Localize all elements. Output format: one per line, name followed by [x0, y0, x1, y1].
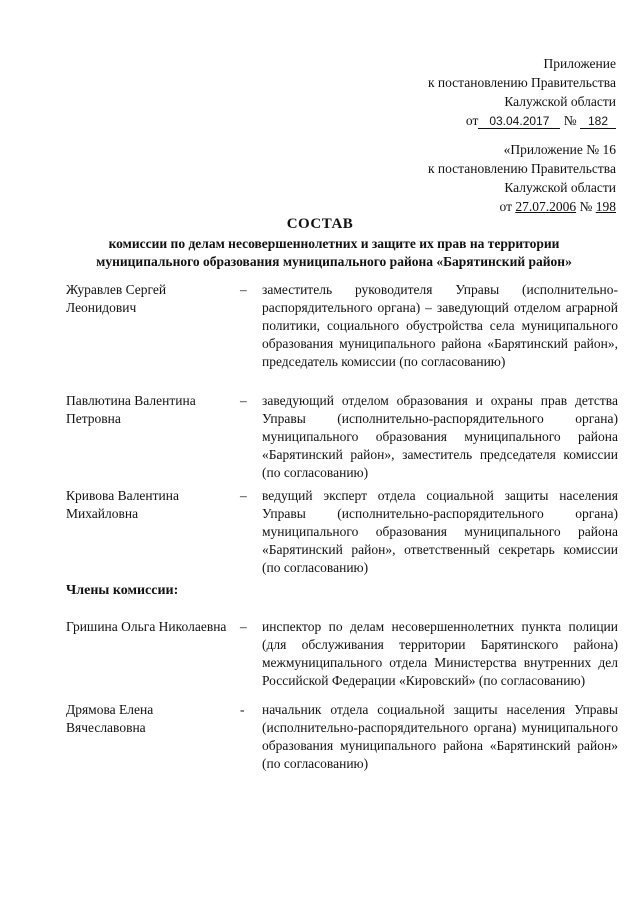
prior-date-value: 27.07.2006: [515, 199, 577, 214]
page-subtitle: комиссии по делам несовершеннолетних и защите их прав на территории муниципального образования муниципального района «Барятинский район»: [96, 236, 572, 269]
prior-appendix-date-line: [428, 197, 616, 216]
person-position: заместитель руководителя Управы (исполнительно-распорядительного органа) – заведующий отделом аграрной политики, социального обустройства села муниципального образования муниципального района «Барятинский район», председатель комиссии (по согласованию): [262, 282, 618, 369]
person-name: Кривова Валентина Михайловна: [66, 488, 179, 521]
appendix-header: [428, 54, 616, 130]
person-position: инспектор по делам несовершеннолетних пункта полиции (для обслуживания территории Барятинского района) межмуниципального отдела Министерства внутренних дел Российской Федерации «Кировский» (по согласованию): [262, 619, 618, 688]
prior-number-prefix: №: [579, 199, 593, 214]
dash: -: [240, 702, 245, 717]
person-name: Павлютина Валентина Петровна: [66, 393, 196, 426]
prior-date-prefix: от: [499, 199, 512, 214]
number-field: 182: [580, 114, 616, 129]
appendix-line-1: Приложение: [543, 56, 616, 71]
person-name: Дрямова Елена Вячеславовна: [66, 702, 154, 735]
number-prefix: №: [563, 113, 577, 128]
dash: –: [240, 619, 247, 634]
dash: –: [240, 488, 247, 503]
date-field: 03.04.2017: [478, 114, 560, 129]
person-name: Журавлев Сергей Леонидович: [66, 282, 167, 315]
dash: –: [240, 282, 247, 297]
prior-appendix-line-1: «Приложение № 16: [503, 142, 616, 157]
person-name: Гришина Ольга Николаевна: [66, 619, 227, 634]
date-prefix: от: [465, 113, 479, 128]
person-position: начальник отдела социальной защиты населения Управы (исполнительно-распорядительного органа) муниципального образования муниципального района «Барятинский район» (по согласованию): [262, 702, 618, 771]
prior-number-value: 198: [595, 199, 616, 214]
appendix-line-3: Калужской области: [504, 94, 616, 109]
page-title: СОСТАВ: [286, 216, 354, 232]
person-position: заведующий отделом образования и охраны прав детства Управы (исполнительно-распорядительного органа) муниципального образования муниципального района «Барятинский район», заместитель председателя комиссии (по согласованию): [262, 393, 618, 480]
prior-appendix-line-2: к постановлению Правительства: [427, 161, 616, 176]
dash: –: [240, 393, 247, 408]
appendix-date-line: [428, 111, 616, 130]
members-heading: Члены комиссии:: [66, 583, 179, 598]
person-position: ведущий эксперт отдела социальной защиты населения Управы (исполнительно-распорядительного органа) муниципального образования муниципального района «Барятинский район», ответственный секретарь комиссии (по согласованию): [262, 488, 618, 575]
prior-appendix-header: [428, 140, 616, 216]
prior-appendix-line-3: Калужской области: [504, 180, 616, 195]
appendix-line-2: к постановлению Правительства: [427, 75, 616, 90]
